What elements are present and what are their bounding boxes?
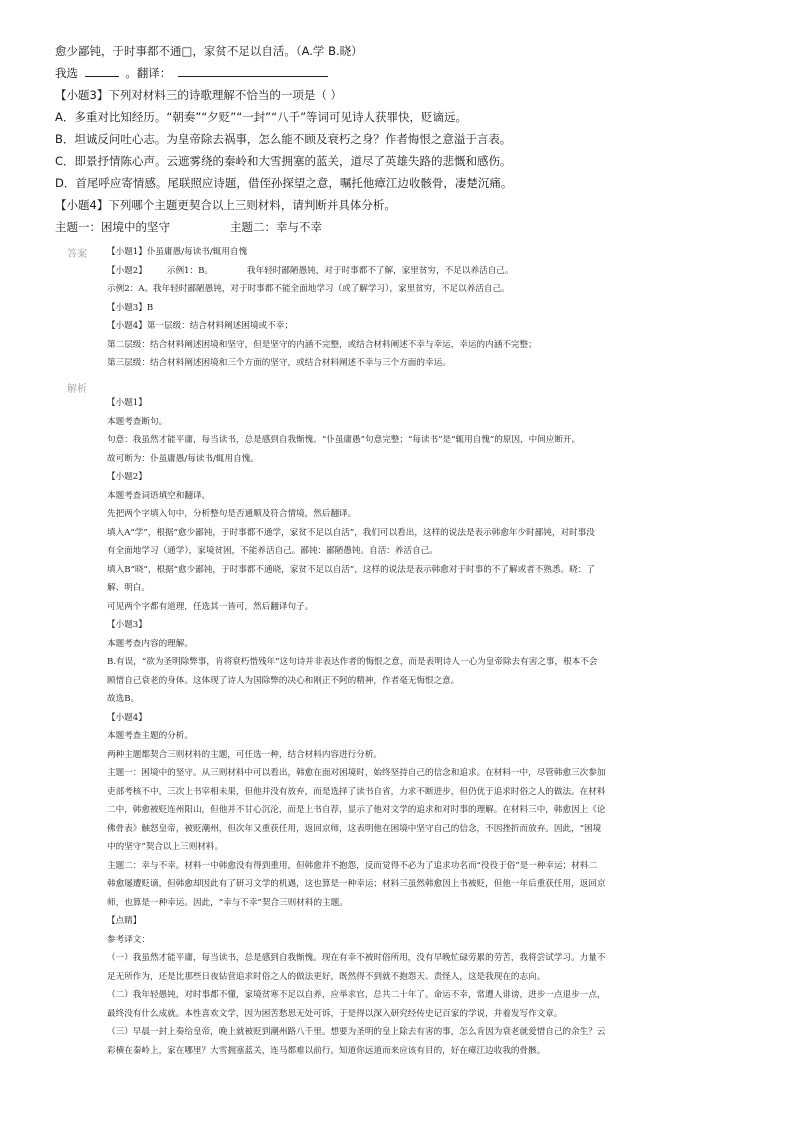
analysis-line: 二中，韩愈被贬连州阳山，但他并不甘心沉沦，而是上书自荐，显示了他对文学的追求和对时事的理解。在材料三中，韩愈因上《论 — [107, 805, 606, 815]
answer-2-example-2: 示例2：A。我年轻时鄙陋愚钝，对于时事都不能全面地学习（或了解学习），家里贫穷，不足以养活自己。 — [107, 284, 510, 294]
analysis-line: 吏部考核不中，三次上书宰相未果，但他并没有放弃，而是选择了读书自省，力求不断进步，但仍优于追求时俗之人的做法。在材料 — [107, 786, 606, 797]
analysis-line: 本题考查断句。 — [107, 416, 168, 427]
answer-fill-line — [55, 62, 755, 84]
analysis-line: 【小题1】 — [107, 398, 147, 408]
theme-one: 主题一：困境中的坚守 — [55, 220, 170, 234]
analysis-line: 足无所作为，还是比那些日夜钻营追求时俗之人的做法更好，既然得不到就不抱怨天、责怪人，这是我现在的志向。 — [107, 971, 546, 982]
answer-4-level-2: 第二层级：结合材料阐述困境和坚守，但是坚守的内涵不完整，或结合材料阐述不幸与幸运，幸运的内涵不完整； — [107, 339, 537, 350]
answer-1: 【小题1】仆虽庸愚/每读书/辄用自愧 — [107, 247, 248, 257]
analysis-line: 中的坚守”契合以上三则材料。 — [107, 842, 224, 852]
option-a: A．多重对比知经历。“朝奏”“夕贬”“一封”“八千”等词可见诗人获罪快，贬谪远。 — [55, 110, 468, 124]
question-3-title: 【小题3】下列对材料三的诗歌理解不恰当的一项是（ ） — [55, 88, 342, 102]
analysis-line: 【点睛】 — [107, 916, 142, 926]
choice-blank[interactable] — [85, 64, 119, 77]
translation-blank[interactable] — [178, 64, 328, 77]
analysis-line: 主题二：幸与不幸。材料一中韩愈没有得到重用，但韩愈并不抱怨，反而觉得不必为了追求功名而“役役于俗”是一种幸运；材料二 — [107, 860, 598, 871]
answer-2: 【小题2】 示例1：B。 我年轻时鄙陋愚钝，对于时事都不了解，家里贫穷，不足以养活自己。 — [107, 265, 514, 276]
analysis-line: 本题考查内容的理解。 — [107, 638, 193, 649]
analysis-line: 彩横在秦岭上，家在哪里？大雪拥塞蓝关，连马都难以前行。知道你远道而来应该有目的，好在瘴江边收我的骨骸。 — [107, 1045, 546, 1056]
analysis-line: 先把两个字填入句中，分析整句是否通顺及符合情境，然后翻译。 — [107, 509, 357, 519]
answer-label: 答案 — [67, 249, 87, 260]
analysis-line: 【小题2】 — [107, 472, 147, 482]
analysis-line: （三）早晨一封上奏给皇帝，晚上就被贬到潮州路八千里。想要为圣明的皇上除去有害的事，怎么肯因为衰老就爱惜自己的余生？云 — [107, 1027, 606, 1037]
answer-3: 【小题3】B — [107, 302, 154, 313]
question-4-title: 【小题4】下列哪个主题更契合以上三则材料，请判断并具体分析。 — [55, 198, 396, 212]
analysis-line: 参考译文： — [107, 934, 150, 945]
option-b: B．坦诚反问吐心志。为皇帝除去祸事，怎么能不顾及衰朽之身？作者悔恨之意溢于言表。 — [55, 132, 512, 146]
option-d: D．首尾呼应寄情感。尾联照应诗题，借侄孙探望之意，嘱托他瘴江边收骸骨，凄楚沉痛。 — [55, 176, 513, 190]
choose-label: 我选 — [55, 66, 78, 80]
option-c: C．即景抒情陈心声。云遮雾绕的秦岭和大雪拥塞的蓝关，道尽了英雄失路的悲慨和感伤。 — [55, 154, 512, 168]
question-line: 愈少鄙钝，于时事都不通□，家贫不足以自活。（A.学 B.晓） — [55, 44, 363, 58]
analysis-line: 本题考查词语填空和翻译。 — [107, 490, 211, 501]
analysis-line: （一）我虽然才能平庸，每当读书，总是感到自我惭愧。现在有幸不被时俗所用，没有早晚忙碌劳累的劳苦，我将尝试学习。力量不 — [107, 953, 606, 963]
answer-4-level-1: 【小题4】第一层级：结合材料阐述困境或不幸； — [107, 321, 293, 331]
analysis-label: 解析 — [67, 384, 87, 395]
analysis-line: 师，也算是一种幸运。因此，“幸与不幸”契合三则材料的主题。 — [107, 897, 348, 908]
analysis-line: 故可断为：仆虽庸愚/每读书/辄用自愧。 — [107, 453, 259, 464]
translate-label: 。翻译： — [125, 66, 172, 80]
answer-4-level-3: 第三层级：结合材料阐述困境和三个方面的坚守，或结合材料阐述不幸与三个方面的幸运。 — [107, 358, 451, 368]
analysis-line: 【小题3】 — [107, 620, 147, 630]
question-block — [55, 40, 755, 238]
analysis-line: 【小题4】 — [107, 712, 147, 723]
themes-line — [55, 216, 755, 238]
analysis-line: 顾惜自己衰老的身体。这体现了诗人为国除弊的决心和刚正不阿的精神，作者毫无悔恨之意。 — [107, 675, 460, 686]
analysis-line: （二）我年轻愚钝，对时事都不懂，家境贫寒不足以自养，应举求官，总共二十年了。命运不幸，常遭人诽谤，进步一点退步一点， — [107, 990, 606, 1000]
analysis-line: 可见两个字都有道理，任选其一皆可，然后翻译句子。 — [107, 601, 314, 612]
analysis-line: 句意：我虽然才能平庸，每当读书，总是感到自我惭愧。“仆虽庸愚”句意完整；“每读书”是“辄用自愧”的原因，中间应断开。 — [107, 435, 581, 445]
analysis-line: 最终没有什么成就。本性喜欢文学，因为困苦愁思无处可诉，于是得以深入研究经传史记百家的学说，并着发写作文章。 — [107, 1008, 563, 1019]
answer-section — [67, 243, 747, 373]
theme-two: 主题二：幸与不幸 — [230, 220, 322, 234]
analysis-line: 佛骨表》触怒皇帝，被贬潮州，但次年又重获任用，返回京师，这表明他在困境中坚守自己的信念，不因挫折而放弃。因此，“困境 — [107, 823, 602, 834]
analysis-line: 解、明白。 — [107, 583, 150, 593]
analysis-line: 两种主题都契合三则材料的主题，可任选一种，结合材料内容进行分析。 — [107, 749, 383, 760]
analysis-line: 韩愈屡遭贬谪，但韩愈却因此有了研习文学的机遇，这也算是一种幸运；材料三虽然韩愈因上书被贬，但他一年后重获任用，返回京 — [107, 879, 606, 889]
analysis-line: 本题考查主题的分析。 — [107, 731, 193, 741]
analysis-line: 填入A“学”，根据“愈少鄙钝，于时事都不通学，家贫不足以自活”，我们可以看出，这样的说法是表示韩愈年少时鄙钝，对时事没 — [107, 527, 595, 538]
analysis-line: 有全面地学习（通学），家境贫困，不能养活自己。鄙钝：鄙陋愚钝。自活：养活自己。 — [107, 546, 438, 556]
analysis-line: B.有误，“欲为圣明除弊事，肯将衰朽惜残年”这句诗并非表达作者的悔恨之意，而是表明诗人一心为皇帝除去有害之事，根本不会 — [107, 657, 598, 667]
analysis-line: 填入B“晓”，根据“愈少鄙钝，于时事都不通晓，家贫不足以自活”，这样的说法是表示韩愈对于时事的不了解或者不熟悉。晓：了 — [107, 564, 595, 575]
analysis-section — [67, 378, 747, 1060]
analysis-line: 主题一：困境中的坚守。从三则材料中可以看出，韩愈在面对困境时，始终坚持自己的信念和追求。在材料一中，尽管韩愈三次参加 — [107, 768, 606, 778]
analysis-line: 故选B。 — [107, 694, 140, 704]
